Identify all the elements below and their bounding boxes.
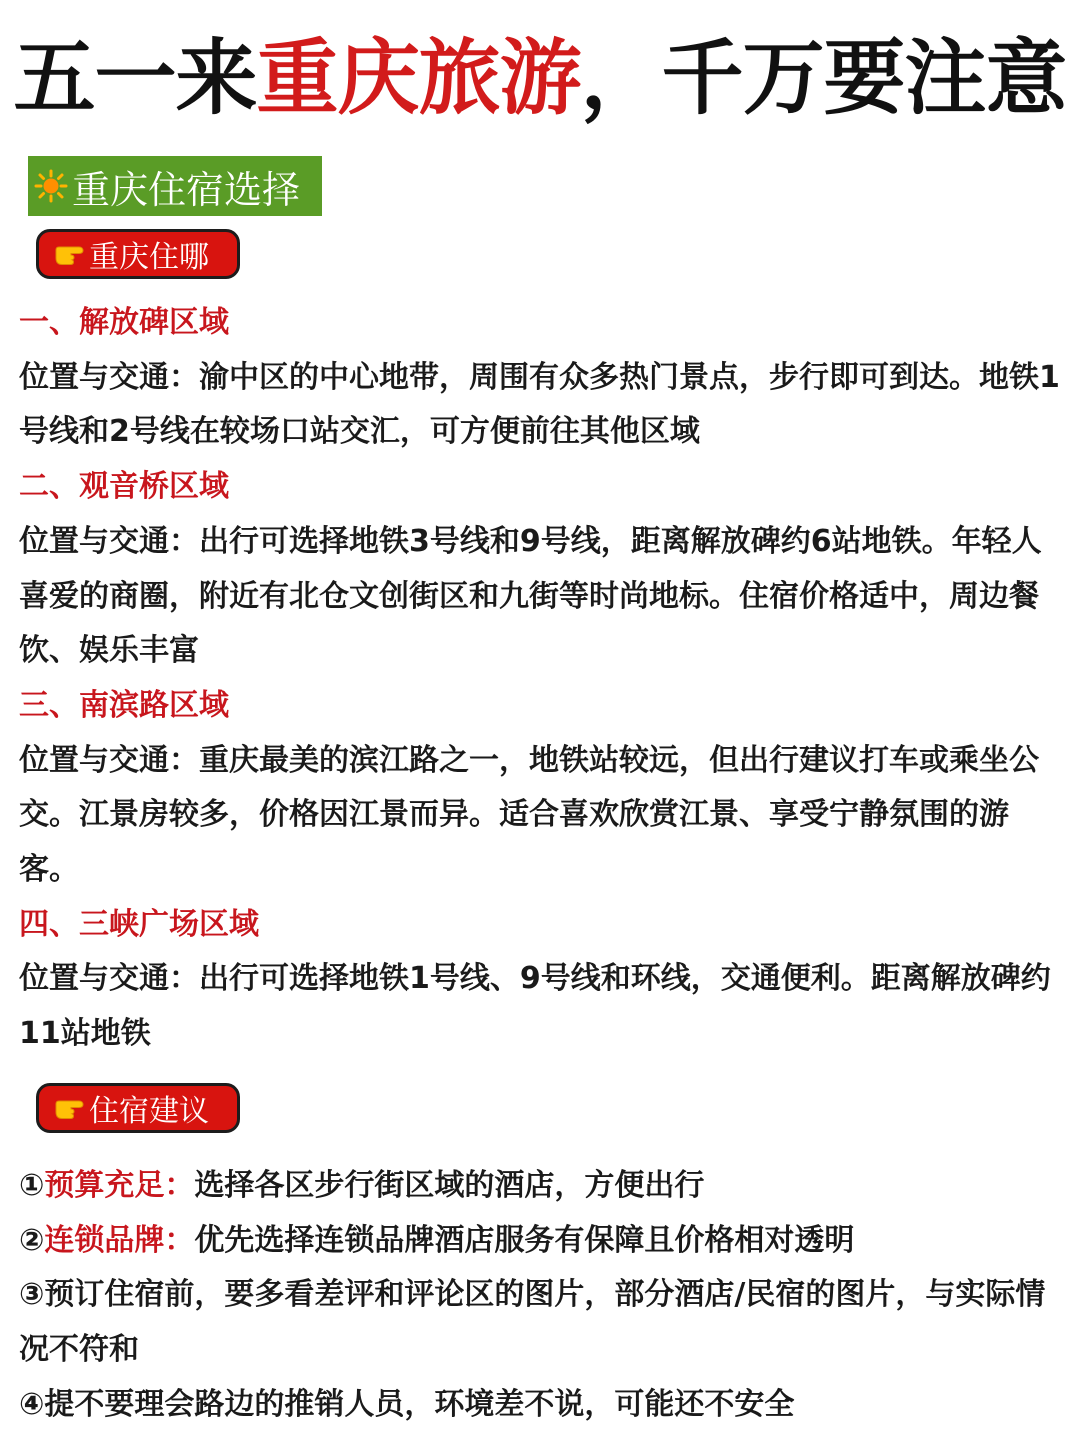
tip-number: ① xyxy=(19,1168,45,1203)
area-heading: 一、解放碑区域 xyxy=(19,305,229,340)
area-description: 位置与交通：出行可选择地铁1号线、9号线和环线，交通便利。距离解放碑约11站地铁 xyxy=(19,961,1051,1052)
pointing-hand-icon xyxy=(53,1095,87,1121)
tip-item xyxy=(19,1159,1064,1214)
section-banner xyxy=(28,156,322,216)
tip-text: 预订住宿前，要多看差评和评论区的图片，部分酒店/民宿的图片，与实际情况不符和 xyxy=(19,1277,1046,1368)
area-description: 位置与交通：重庆最美的滨江路之一，地铁站较远，但出行建议打车或乘坐公交。江景房较多，价格因江景而异。适合喜欢欣赏江景、享受宁静氛围的游客。 xyxy=(19,742,1039,888)
page-title xyxy=(0,24,1080,134)
tip-label: 预算充足： xyxy=(44,1168,195,1203)
pill-where-to-stay xyxy=(36,229,240,279)
tip-number: ② xyxy=(19,1222,45,1258)
title-highlight: 重庆旅游 xyxy=(256,31,581,126)
area-description: 位置与交通：出行可选择地铁3号线和9号线，距离解放碑约6站地铁。年轻人喜爱的商圈，附近有北仓文创街区和九街等时尚地标。住宿价格适中，周边餐饮、娱乐丰富 xyxy=(19,523,1042,669)
tip-number: ④ xyxy=(19,1386,45,1422)
pill-accommodation-tips xyxy=(36,1083,240,1133)
area-description: 位置与交通：渝中区的中心地带，周围有众多热门景点，步行即可到达。地铁1号线和2号线在较场口站交汇，可方便前往其他区域 xyxy=(19,359,1060,450)
title-part-3: ，千万要注意 xyxy=(580,31,1067,126)
tip-text: 提不要理会路边的推销人员，环境差不说，可能还不安全 xyxy=(44,1386,795,1422)
tip-number: ③ xyxy=(19,1277,45,1313)
pill-label: 重庆住哪 xyxy=(89,240,209,275)
area-heading: 四、三峡广场区域 xyxy=(19,906,259,942)
pointing-hand-icon xyxy=(53,241,87,267)
areas-list xyxy=(19,296,1064,1062)
tip-item xyxy=(19,1378,1064,1433)
section-banner-label: 重庆住宿选择 xyxy=(72,167,301,212)
title-part-1: 五一来 xyxy=(13,31,257,126)
tips-list xyxy=(19,1159,1064,1433)
tip-item xyxy=(19,1268,1064,1377)
tip-text: 选择各区步行街区域的酒店，方便出行 xyxy=(194,1168,705,1203)
pill-label: 住宿建议 xyxy=(89,1094,209,1129)
tip-label: 连锁品牌： xyxy=(44,1222,195,1258)
area-heading: 二、观音桥区域 xyxy=(19,469,229,505)
area-heading: 三、南滨路区域 xyxy=(19,687,229,723)
tip-text: 优先选择连锁品牌酒店服务有保障且价格相对透明 xyxy=(194,1222,855,1258)
tip-item xyxy=(19,1214,1064,1269)
sun-icon xyxy=(34,169,68,203)
